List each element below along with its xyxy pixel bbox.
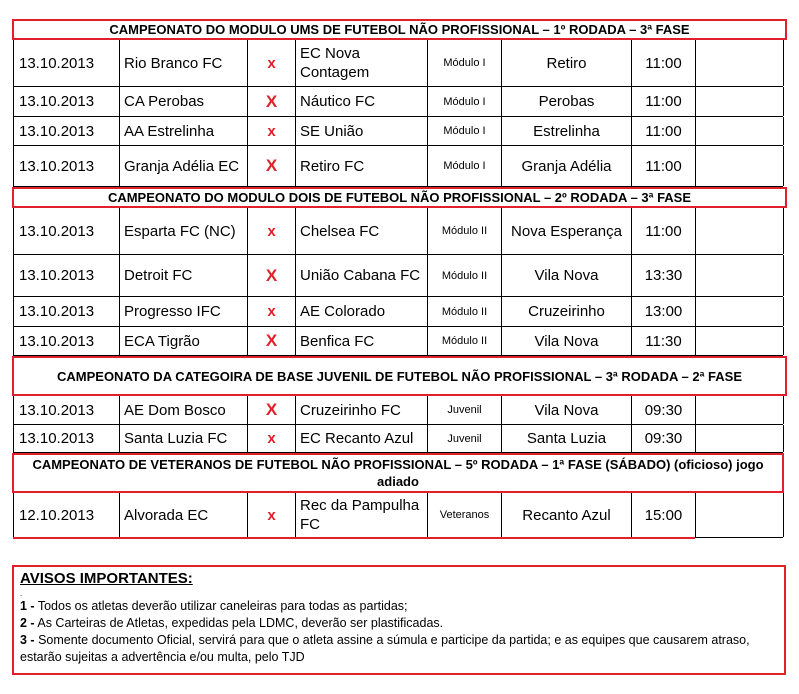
section-header: CAMPEONATO DA CATEGOIRA DE BASE JUVENIL DE FUTEBOL NÃO PROFISSIONAL – 3ª RODADA – 2ª FASE (12, 356, 787, 396)
cell-away-team: Náutico FC (296, 87, 428, 116)
cell-away-team: Retiro FC (296, 146, 428, 186)
cell-versus: x (248, 493, 296, 537)
section-header: CAMPEONATO DO MODULO UMS DE FUTEBOL NÃO PROFISSIONAL – 1º RODADA – 3ª FASE (12, 19, 787, 40)
cell-time: 11:00 (632, 87, 696, 116)
cell-date: 13.10.2013 (14, 87, 120, 116)
cell-venue: Retiro (502, 40, 632, 86)
cell-versus: X (248, 255, 296, 296)
cell-versus: x (248, 117, 296, 145)
cell-blank (696, 327, 784, 355)
cell-blank (696, 208, 784, 254)
cell-venue: Vila Nova (502, 396, 632, 424)
cell-away-team: EC Recanto Azul (296, 425, 428, 452)
cell-date: 13.10.2013 (14, 208, 120, 254)
cell-blank (696, 40, 784, 86)
cell-home-team: Esparta FC (NC) (120, 208, 248, 254)
notice-item (20, 615, 778, 632)
cell-home-team: Rio Branco FC (120, 40, 248, 86)
cell-away-team: EC Nova Contagem (296, 40, 428, 86)
cell-time: 13:30 (632, 255, 696, 296)
cell-away-team: SE União (296, 117, 428, 145)
match-row (13, 208, 783, 255)
notice-item (20, 598, 778, 615)
cell-time: 13:00 (632, 297, 696, 326)
match-row (13, 87, 783, 117)
cell-venue: Vila Nova (502, 327, 632, 355)
cell-away-team: Chelsea FC (296, 208, 428, 254)
cell-venue: Perobas (502, 87, 632, 116)
cell-time: 15:00 (632, 493, 696, 537)
match-row (13, 40, 783, 87)
cell-module: Módulo II (428, 327, 502, 355)
notices-title: AVISOS IMPORTANTES: (20, 570, 193, 587)
notices-dot: . (20, 589, 23, 598)
cell-venue: Santa Luzia (502, 425, 632, 452)
cell-date: 13.10.2013 (14, 117, 120, 145)
cell-date: 13.10.2013 (14, 40, 120, 86)
cell-module: Módulo I (428, 117, 502, 145)
cell-time: 11:00 (632, 40, 696, 86)
cell-date: 13.10.2013 (14, 425, 120, 452)
cell-time: 11:00 (632, 208, 696, 254)
cell-blank (696, 396, 784, 424)
cell-blank (696, 297, 784, 326)
cell-module: Módulo II (428, 297, 502, 326)
cell-home-team: AE Dom Bosco (120, 396, 248, 424)
cell-blank (696, 87, 784, 116)
cell-versus: X (248, 87, 296, 116)
cell-versus: x (248, 40, 296, 86)
cell-module: Veteranos (428, 493, 502, 537)
notice-item (20, 632, 778, 666)
cell-blank (696, 146, 784, 186)
cell-versus: X (248, 396, 296, 424)
notice-number: 1 - (20, 599, 35, 613)
cell-blank (696, 493, 784, 537)
cell-home-team: Alvorada EC (120, 493, 248, 537)
notice-number: 3 - (20, 633, 35, 647)
cell-module: Módulo I (428, 40, 502, 86)
cell-home-team: ECA Tigrão (120, 327, 248, 355)
section-header: CAMPEONATO DO MODULO DOIS DE FUTEBOL NÃO PROFISSIONAL – 2º RODADA – 3ª FASE (12, 187, 787, 208)
cell-venue: Recanto Azul (502, 493, 632, 537)
match-row (13, 396, 783, 425)
match-row (13, 425, 783, 453)
cell-away-team: Rec da Pampulha FC (296, 493, 428, 537)
cell-time: 11:30 (632, 327, 696, 355)
cell-date: 13.10.2013 (14, 255, 120, 296)
cell-venue: Nova Esperança (502, 208, 632, 254)
match-row (13, 117, 783, 146)
cell-module: Módulo II (428, 255, 502, 296)
cell-venue: Cruzeirinho (502, 297, 632, 326)
cell-module: Juvenil (428, 396, 502, 424)
cell-time: 09:30 (632, 425, 696, 452)
cell-date: 13.10.2013 (14, 297, 120, 326)
cell-away-team: Cruzeirinho FC (296, 396, 428, 424)
cell-blank (696, 255, 784, 296)
section-header: CAMPEONATO DE VETERANOS DE FUTEBOL NÃO PROFISSIONAL – 5º RODADA – 1ª FASE (SÁBADO) (oficioso) jogo adiado (12, 453, 784, 493)
red-underline (13, 537, 695, 539)
cell-venue: Granja Adélia (502, 146, 632, 186)
cell-versus: X (248, 327, 296, 355)
cell-versus: x (248, 297, 296, 326)
cell-time: 09:30 (632, 396, 696, 424)
cell-module: Módulo II (428, 208, 502, 254)
cell-module: Módulo I (428, 87, 502, 116)
cell-time: 11:00 (632, 117, 696, 145)
notice-text: Todos os atletas deverão utilizar caneleiras para todas as partidas; (34, 599, 408, 613)
notice-text: As Carteiras de Atletas, expedidas pela LDMC, deverão ser plastificadas. (34, 616, 444, 630)
cell-home-team: Granja Adélia EC (120, 146, 248, 186)
cell-module: Juvenil (428, 425, 502, 452)
match-row (13, 297, 783, 327)
cell-date: 12.10.2013 (14, 493, 120, 537)
cell-time: 11:00 (632, 146, 696, 186)
cell-blank (696, 425, 784, 452)
cell-home-team: Santa Luzia FC (120, 425, 248, 452)
match-row (13, 327, 783, 356)
cell-venue: Vila Nova (502, 255, 632, 296)
cell-away-team: União Cabana FC (296, 255, 428, 296)
notice-number: 2 - (20, 616, 35, 630)
cell-home-team: CA Perobas (120, 87, 248, 116)
cell-date: 13.10.2013 (14, 327, 120, 355)
match-row (13, 493, 783, 538)
cell-away-team: Benfica FC (296, 327, 428, 355)
match-row (13, 255, 783, 297)
cell-venue: Estrelinha (502, 117, 632, 145)
important-notices (12, 565, 786, 675)
cell-versus: x (248, 425, 296, 452)
cell-versus: X (248, 146, 296, 186)
notice-text: Somente documento Oficial, servirá para que o atleta assine a súmula e participe da partida; e as equipes que causarem atraso, estarão sujeitas a advertência e/ou multa, pelo TJD (20, 633, 750, 664)
cell-versus: x (248, 208, 296, 254)
cell-home-team: AA Estrelinha (120, 117, 248, 145)
cell-blank (696, 117, 784, 145)
match-row (13, 146, 783, 187)
cell-home-team: Detroit FC (120, 255, 248, 296)
cell-home-team: Progresso IFC (120, 297, 248, 326)
cell-date: 13.10.2013 (14, 396, 120, 424)
cell-date: 13.10.2013 (14, 146, 120, 186)
cell-module: Módulo I (428, 146, 502, 186)
cell-away-team: AE Colorado (296, 297, 428, 326)
